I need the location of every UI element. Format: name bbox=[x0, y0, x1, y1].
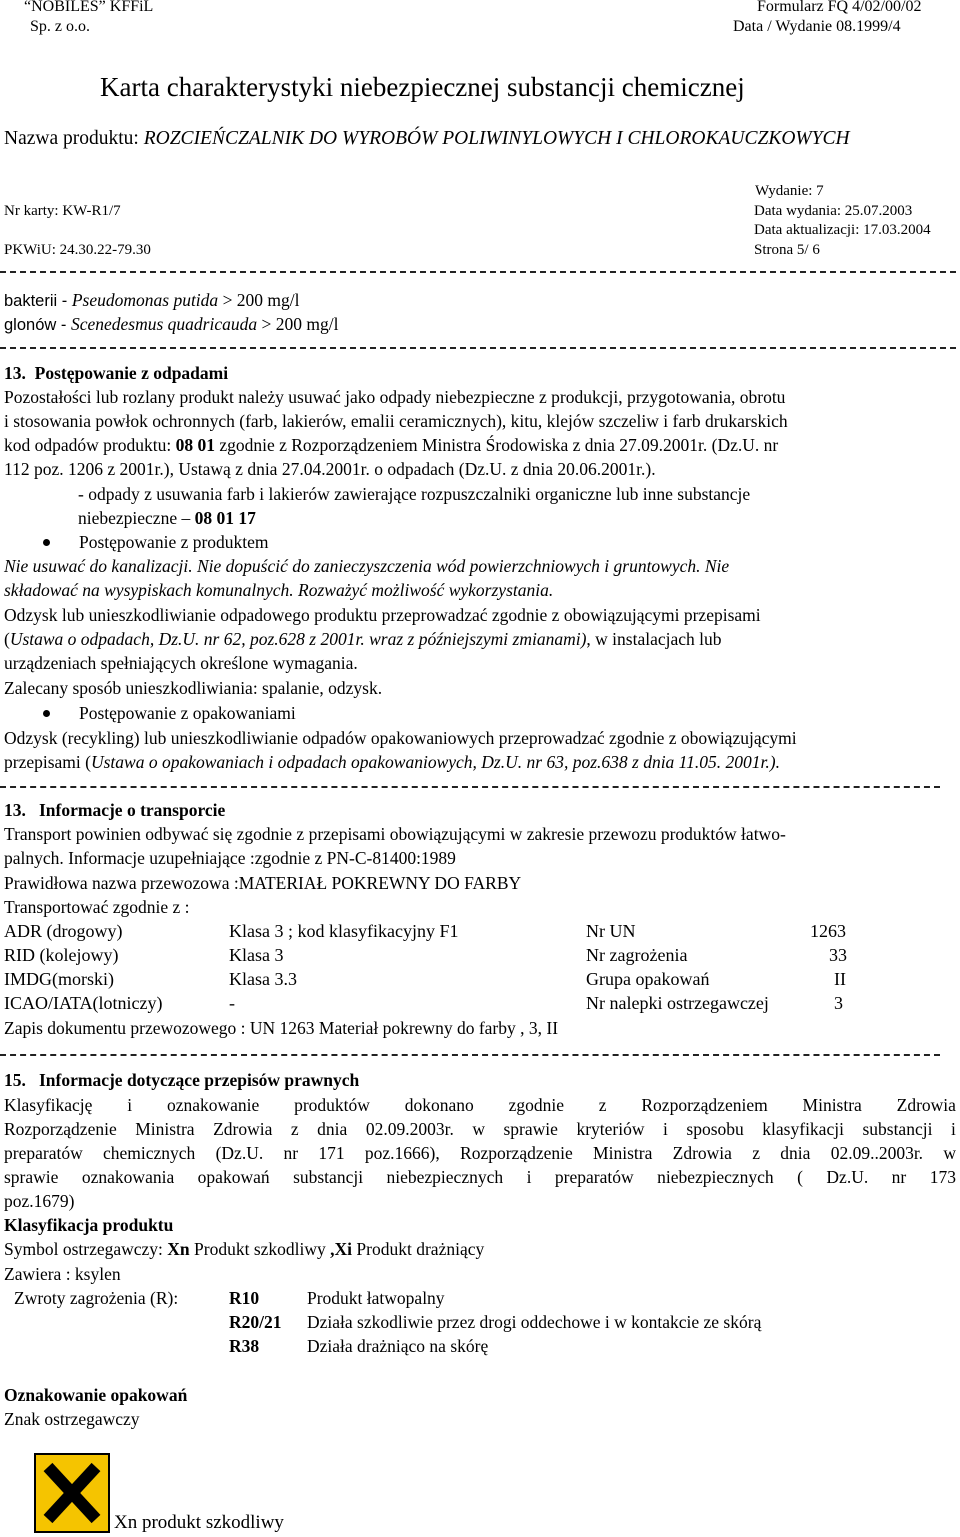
waste-sub-label: niebezpieczne – bbox=[78, 508, 195, 528]
table-cell: 33 bbox=[829, 945, 847, 965]
section-heading-transport bbox=[4, 799, 225, 821]
word: 02.09..2003r. bbox=[830, 1143, 924, 1163]
algae-species: Scenedesmus quadricauda bbox=[70, 314, 258, 334]
word: z bbox=[290, 1119, 299, 1139]
table-cell: Klasa 3 bbox=[229, 945, 284, 965]
r-code: R20/21 bbox=[229, 1312, 282, 1332]
bacteria-line bbox=[4, 289, 300, 312]
r-code: R38 bbox=[229, 1336, 260, 1356]
symbol-xi: ,Xi bbox=[330, 1239, 353, 1259]
table-cell: 1263 bbox=[810, 921, 846, 941]
packaging-heading: Oznakowanie opakowań bbox=[4, 1385, 188, 1405]
section-number: 15. bbox=[4, 1070, 26, 1090]
word: nr bbox=[891, 1167, 907, 1187]
word: Klasyfikację bbox=[4, 1095, 93, 1115]
word: Rozporządzenie bbox=[460, 1143, 573, 1163]
bacteria-label: bakterii - bbox=[4, 292, 72, 310]
text-line: poz.1679) bbox=[4, 1191, 75, 1211]
word: oznakowania bbox=[81, 1167, 175, 1187]
word: Rozporządzeniem bbox=[641, 1095, 768, 1115]
text-line: Odzysk (recykling) lub unieszkodliwianie odpadów opakowaniowych przeprowadzać zgodnie z obowiązującymi bbox=[4, 728, 797, 748]
section-number: 13. bbox=[4, 800, 26, 820]
word: substancji bbox=[862, 1119, 933, 1139]
algae-line bbox=[4, 313, 338, 336]
word: dnia bbox=[317, 1119, 348, 1139]
word: 02.09.2003r. bbox=[365, 1119, 454, 1139]
section-heading-legal bbox=[4, 1069, 359, 1091]
word: (Dz.U. bbox=[215, 1143, 264, 1163]
r-text: Działa szkodliwie przez drogi oddechowe i w kontakcie ze skórą bbox=[307, 1312, 762, 1332]
word: oznakowanie bbox=[166, 1095, 260, 1115]
word: sprawie bbox=[4, 1167, 59, 1187]
edition: Wydanie: 7 bbox=[755, 183, 824, 199]
waste-code-ref: zgodnie z Rozporządzeniem Ministra Środowiska z dnia 27.09.2001r. (Dz.U. nr bbox=[214, 435, 779, 455]
symbol-line bbox=[4, 1238, 484, 1260]
text-line: Pozostałości lub rozlany produkt należy usuwać jako odpady niebezpieczne z produkcji, przygotowania, obrotu bbox=[4, 387, 786, 407]
text-line: Nie usuwać do kanalizacji. Nie dopuścić do zanieczyszczenia wód powierzchniowych i gruntowych. Nie bbox=[4, 556, 730, 576]
word: preparatów bbox=[554, 1167, 634, 1187]
product-name-line bbox=[4, 126, 850, 152]
bacteria-value: > 200 mg/l bbox=[218, 290, 300, 310]
symbol-xn: Xn bbox=[167, 1239, 190, 1259]
contains-line: Zawiera : ksylen bbox=[4, 1264, 121, 1284]
waste-code: 08 01 bbox=[175, 435, 215, 455]
text-line: Transportować zgodnie z : bbox=[4, 897, 190, 917]
word: i bbox=[127, 1095, 133, 1115]
text-line: 112 poz. 1206 z 2001r.), Ustawą z dnia 27.04.2001r. o odpadach (Dz.U. z dnia 20.06.2001r.). bbox=[4, 459, 656, 479]
card-number: Nr karty: KW-R1/7 bbox=[4, 203, 121, 219]
law-ref: Ustawa o opakowaniach i odpadach opakowaniowych, Dz.U. nr 63, poz.638 z dnia 11.05. 2001r.). bbox=[90, 752, 780, 772]
form-date: Data / Wydanie 08.1999/4 bbox=[733, 18, 901, 35]
waste-code-label: kod odpadów produktu: bbox=[4, 435, 176, 455]
company-form: Sp. z o.o. bbox=[30, 18, 90, 35]
r-text: Działa drażniąco na skórę bbox=[307, 1336, 489, 1356]
word: niebezpiecznych bbox=[657, 1167, 774, 1187]
symbol-xn-text: Produkt szkodliwy bbox=[189, 1239, 331, 1259]
bullet-item: Postępowanie z produktem bbox=[79, 532, 269, 552]
word: w bbox=[943, 1143, 956, 1163]
text-line: urządzeniach spełniających określone wymagania. bbox=[4, 653, 358, 673]
company-name: “NOBILES” KFFiL bbox=[24, 0, 154, 15]
waste-sub-code: 08 01 17 bbox=[194, 508, 256, 528]
form-number: Formularz FQ 4/02/00/02 bbox=[757, 0, 922, 15]
table-cell: 3 bbox=[834, 993, 843, 1013]
word: preparatów bbox=[4, 1143, 83, 1163]
paren: ( bbox=[4, 629, 10, 649]
word: chemicznych bbox=[103, 1143, 196, 1163]
section-title: Postępowanie z odpadami bbox=[34, 363, 229, 383]
bullet-icon bbox=[43, 710, 50, 717]
section-title: Informacje o transporcie bbox=[39, 800, 226, 820]
text-line: i stosowania powłok ochronnych (farb, lakierów, emalii ceramicznych), kitu, klejów szczeliw i farb drukarskich bbox=[4, 411, 788, 431]
text-line: - odpady z usuwania farb i lakierów zawierające rozpuszczalniki organiczne lub inne substancje bbox=[78, 484, 751, 504]
page-number: Strona 5/ 6 bbox=[754, 242, 820, 258]
update-date: Data aktualizacji: 17.03.2004 bbox=[754, 222, 931, 238]
word: ( bbox=[797, 1167, 803, 1187]
word: kryteriów bbox=[576, 1119, 645, 1139]
text-line: Prawidłowa nazwa przewozowa :MATERIAŁ POKREWNY DO FARBY bbox=[4, 873, 522, 893]
justified-line bbox=[4, 1118, 956, 1140]
text-line: Zalecany sposób unieszkodliwiania: spalanie, odzysk. bbox=[4, 678, 383, 698]
product-label: Nazwa produktu: bbox=[4, 128, 144, 149]
section-number: 13. bbox=[4, 363, 26, 383]
separator bbox=[0, 786, 940, 788]
harmful-x-icon bbox=[34, 1453, 110, 1533]
word: dokonano bbox=[404, 1095, 474, 1115]
law-ref: Ustawa o odpadach, Dz.U. nr 62, poz.628 z 2001r. wraz z późniejszymi zmianami) bbox=[9, 629, 587, 649]
word: Ministra bbox=[802, 1095, 862, 1115]
text-line: składować na wysypiskach komunalnych. Rozważyć możliwość wykorzystania. bbox=[4, 580, 554, 600]
word: Rozporządzenie bbox=[4, 1119, 117, 1139]
word: i bbox=[526, 1167, 532, 1187]
word: w bbox=[472, 1119, 485, 1139]
word: nr bbox=[283, 1143, 299, 1163]
separator bbox=[0, 271, 956, 273]
table-cell: II bbox=[834, 969, 846, 989]
word: Zdrowia bbox=[213, 1119, 273, 1139]
table-cell: RID (kolejowy) bbox=[4, 945, 119, 965]
section-title: Informacje dotyczące przepisów prawnych bbox=[39, 1070, 360, 1090]
word: Ministra bbox=[593, 1143, 653, 1163]
text-fragment: przepisami ( bbox=[4, 752, 91, 772]
table-cell: Grupa opakowań bbox=[586, 969, 710, 989]
table-cell: - bbox=[229, 993, 235, 1013]
pkwiu: PKWiU: 24.30.22-79.30 bbox=[4, 242, 151, 258]
word: sprawie bbox=[503, 1119, 558, 1139]
word: z bbox=[598, 1095, 607, 1115]
bullet-item: Postępowanie z opakowaniami bbox=[79, 703, 296, 723]
text-line bbox=[4, 434, 778, 456]
word: opakowań bbox=[197, 1167, 270, 1187]
word: Zdrowia bbox=[896, 1095, 956, 1115]
algae-label: glonów - bbox=[4, 316, 71, 334]
product-name: ROZCIEŃCZALNIK DO WYROBÓW POLIWINYLOWYCH I CHLOROKAUCZKOWYCH bbox=[143, 128, 850, 149]
section-heading-waste bbox=[4, 362, 228, 384]
word: Zdrowia bbox=[672, 1143, 732, 1163]
text-line: Zapis dokumentu przewozowego : UN 1263 Materiał pokrewny do farby , 3, II bbox=[4, 1018, 559, 1038]
text-line bbox=[78, 507, 256, 529]
word: sposobu bbox=[686, 1119, 744, 1139]
word: niebezpiecznych bbox=[386, 1167, 504, 1187]
symbol-caption: Xn produkt szkodliwy bbox=[114, 1512, 284, 1533]
text-fragment: , w instalacjach lub bbox=[586, 629, 722, 649]
symbol-xi-text: Produkt drażniący bbox=[352, 1239, 485, 1259]
text-line: palnych. Informacje uzupełniające :zgodnie z PN-C-81400:1989 bbox=[4, 848, 456, 868]
word: produktów bbox=[294, 1095, 370, 1115]
r-text: Produkt łatwopalny bbox=[307, 1288, 445, 1308]
word: klasyfikacji bbox=[762, 1119, 844, 1139]
table-cell: ICAO/IATA(lotniczy) bbox=[4, 993, 163, 1013]
table-cell: Klasa 3.3 bbox=[229, 969, 297, 989]
table-cell: ADR (drogowy) bbox=[4, 921, 123, 941]
bullet-icon bbox=[43, 539, 50, 546]
justified-line bbox=[4, 1094, 956, 1116]
table-cell: Nr zagrożenia bbox=[586, 945, 688, 965]
word: dnia bbox=[780, 1143, 811, 1163]
r-phrases-label: Zwroty zagrożenia (R): bbox=[14, 1288, 179, 1308]
word: Dz.U. bbox=[826, 1167, 869, 1187]
r-code: R10 bbox=[229, 1288, 260, 1308]
separator bbox=[0, 1054, 940, 1056]
justified-line bbox=[4, 1142, 956, 1164]
algae-value: > 200 mg/l bbox=[257, 314, 339, 334]
justified-line bbox=[4, 1166, 956, 1188]
word: poz.1666), bbox=[364, 1143, 440, 1163]
table-cell: IMDG(morski) bbox=[4, 969, 114, 989]
classification-heading: Klasyfikacja produktu bbox=[4, 1215, 174, 1235]
word: i bbox=[663, 1119, 668, 1139]
separator bbox=[0, 347, 956, 349]
word: substancji bbox=[293, 1167, 364, 1187]
warning-sign-label: Znak ostrzegawczy bbox=[4, 1409, 140, 1429]
table-cell: Nr UN bbox=[586, 921, 636, 941]
table-cell: Klasa 3 ; kod klasyfikacyjny F1 bbox=[229, 921, 459, 941]
word: zgodnie bbox=[508, 1095, 564, 1115]
text-line bbox=[4, 628, 722, 650]
bacteria-species: Pseudomonas putida bbox=[71, 290, 219, 310]
symbol-label: Symbol ostrzegawczy: bbox=[4, 1239, 168, 1259]
issue-date: Data wydania: 25.07.2003 bbox=[754, 203, 913, 219]
word: z bbox=[752, 1143, 760, 1163]
word: 173 bbox=[929, 1167, 956, 1187]
text-line bbox=[4, 751, 780, 773]
word: 171 bbox=[318, 1143, 345, 1163]
table-cell: Nr nalepki ostrzegawczej bbox=[586, 993, 769, 1013]
page-title: Karta charakterystyki niebezpiecznej substancji chemicznej bbox=[100, 72, 745, 102]
word: Ministra bbox=[135, 1119, 195, 1139]
word: i bbox=[950, 1119, 956, 1139]
text-line: Odzysk lub unieszkodliwianie odpadowego produktu przeprowadzać zgodnie z obowiązującymi przepisami bbox=[4, 605, 761, 625]
text-line: Transport powinien odbywać się zgodnie z przepisami obowiązującymi w zakresie przewozu produktów łatwo- bbox=[4, 824, 786, 844]
